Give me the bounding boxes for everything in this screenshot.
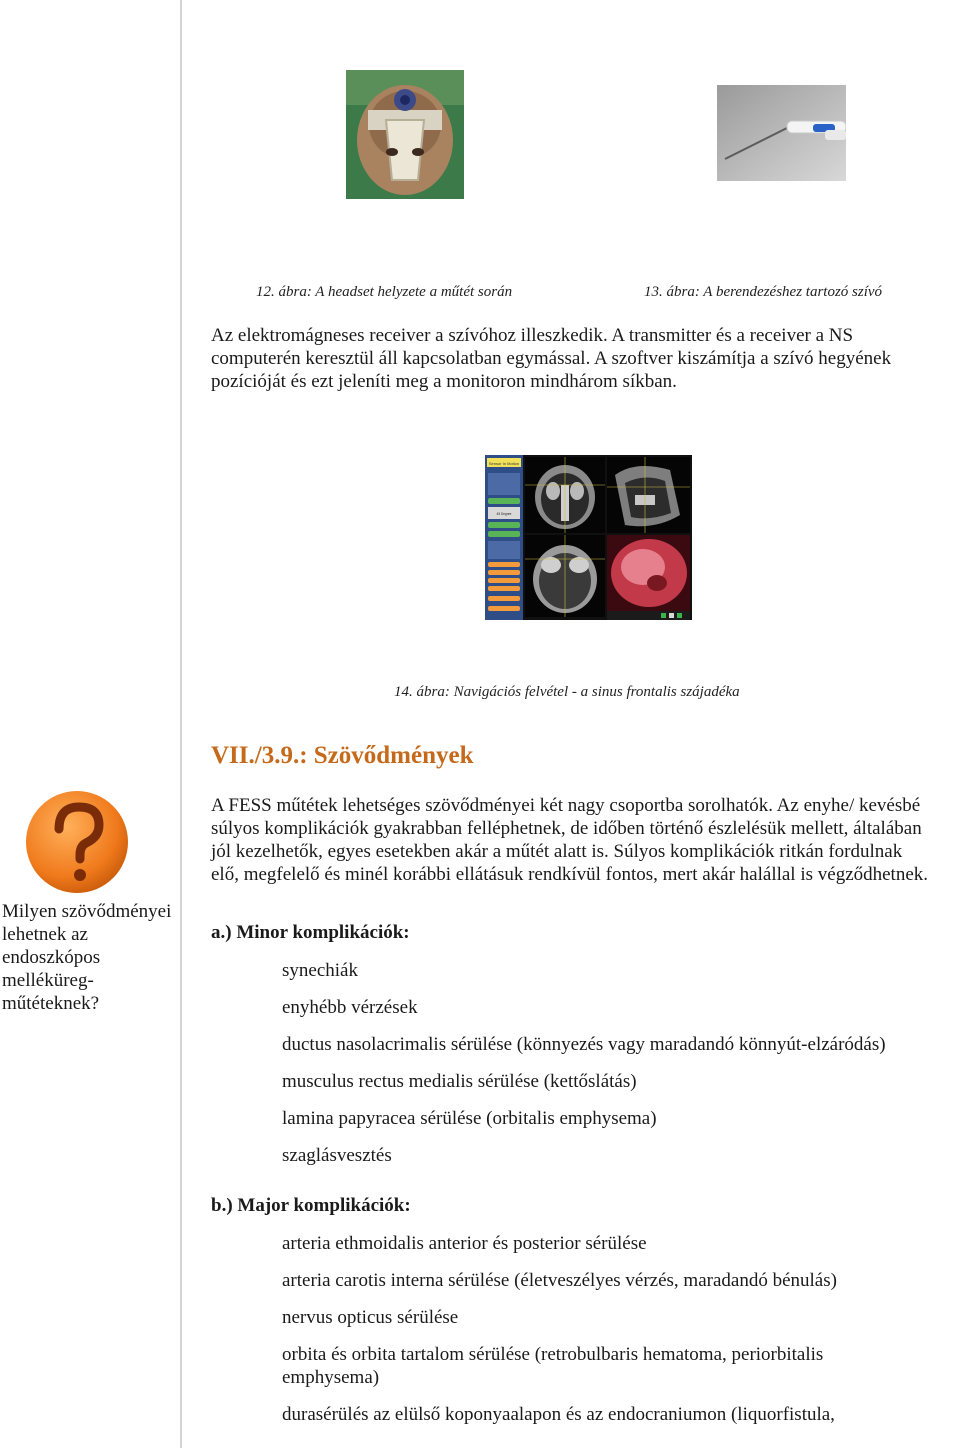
- list-item: ductus nasolacrimalis sérülése (könnyezés vagy maradandó könnyút-elzáródás): [282, 1034, 886, 1055]
- list-item: nervus opticus sérülése: [282, 1307, 459, 1328]
- sidebar-divider: [180, 0, 182, 1448]
- figure-14-caption: 14. ábra: Navigációs felvétel - a sinus frontalis szájadéka: [394, 684, 740, 700]
- major-complications-list: [282, 1232, 922, 1426]
- nav-sensor-badge: Sensor In Motion: [488, 461, 520, 466]
- list-item: arteria ethmoidalis anterior és posterior sérülése: [282, 1233, 647, 1254]
- figure-13-caption: 13. ábra: A berendezéshez tartozó szívó: [644, 284, 883, 300]
- list-item: orbita és orbita tartalom sérülése (retrobulbaris hematoma, periorbitalis emphysema): [282, 1344, 824, 1388]
- intro-paragraph: Az elektromágneses receiver a szívóhoz illeszkedik. A transmitter és a receiver a NS computerén keresztül áll kapcsolatban egymással. A szoftver kiszámítja a szívó hegyének pozícióját és ezt jeleníti meg a monitoron mindhárom síkban.: [211, 325, 892, 392]
- nav-zoom-label: 45 Degree: [496, 512, 512, 516]
- list-item: durasérülés az elülső koponyaalapon és az endocraniumon (liquorfistula,: [282, 1404, 835, 1425]
- list-item: arteria carotis interna sérülése (életveszélyes vérzés, maradandó bénulás): [282, 1270, 837, 1291]
- question-mark-icon: [24, 789, 130, 895]
- list-item: enyhébb vérzések: [282, 997, 418, 1018]
- list-item: musculus rectus medialis sérülése (kettőslátás): [282, 1071, 637, 1092]
- figure-14-navigation-screenshot: [485, 455, 692, 620]
- figure-13-suction-photo: [717, 85, 846, 181]
- section-title: VII./3.9.: Szövődmények: [211, 742, 474, 769]
- list-item: lamina papyracea sérülése (orbitalis emphysema): [282, 1108, 657, 1129]
- sidebar-question: Milyen szövődményei lehetnek az endoszkópos melléküreg-műtéteknek?: [2, 901, 172, 1014]
- section-paragraph: A FESS műtétek lehetséges szövődményei két nagy csoportba sorolhatók. Az enyhe/ kevésbé súlyos komplikációk gyakrabban felléphetnek, de időben történő észlelésük mellett, általában jól kezelhetők, egyes esetekben akár a műtét alatt is. Súlyos komplikációk ritkán fordulnak elő, megfelelő és minél korábbi ellátásuk rendkívül fontos, mert akár halállal is végződhetnek.: [211, 795, 929, 885]
- list-item: szaglásvesztés: [282, 1145, 392, 1166]
- major-complications-heading: b.) Major komplikációk:: [211, 1195, 411, 1216]
- minor-complications-heading: a.) Minor komplikációk:: [211, 922, 410, 943]
- list-item: synechiák: [282, 960, 358, 981]
- minor-complications-list: [282, 959, 886, 1167]
- figure-12-caption: 12. ábra: A headset helyzete a műtét során: [256, 284, 513, 300]
- figure-12-headset-photo: [346, 70, 464, 199]
